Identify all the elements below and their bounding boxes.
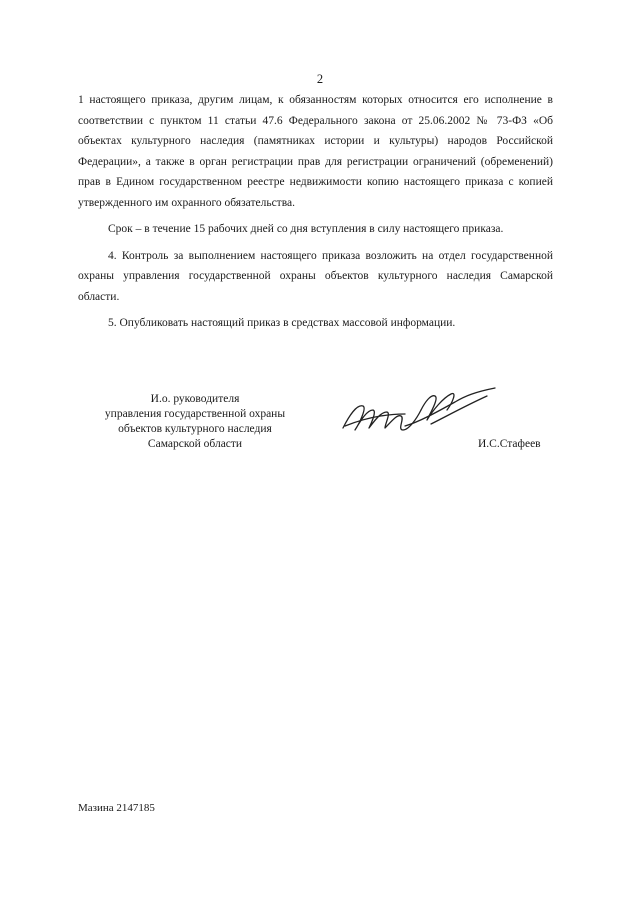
- executor-note: Мазина 2147185: [78, 802, 155, 814]
- paragraph-continuation: 1 настоящего приказа, другим лицам, к обязанностям которых относится его исполнение в соответствии с пунктом 11 статьи 47.6 Федерального закона от 25.06.2002 № 73-ФЗ «Об объектах культурного наследия (памятниках истории и культуры) народов Российской Федерации», а также в орган регистрации прав для регистрации ограничений (обременений) прав в Едином государственном реестре недвижимости копию настоящего приказа с копией утвержденного им охранного обязательства.: [78, 94, 553, 209]
- page-number: 2: [316, 72, 324, 86]
- signer-title-line: Самарской области: [147, 438, 243, 450]
- paragraph-item-5: 5. Опубликовать настоящий приказ в средствах массовой информации.: [108, 317, 456, 329]
- signer-title-line: И.о. руководителя: [150, 393, 240, 405]
- document-body: [78, 90, 553, 334]
- paragraph-deadline: Срок – в течение 15 рабочих дней со дня вступления в силу настоящего приказа.: [108, 223, 504, 235]
- paragraph-item-4: 4. Контроль за выполнением настоящего приказа возложить на отдел государственной охраны управления государственной охраны объектов культурного наследия Самарской области.: [78, 249, 553, 303]
- signer-name: И.С.Стафеев: [478, 438, 541, 450]
- signer-title-line: управления государственной охраны: [104, 408, 286, 420]
- signer-title: [70, 392, 320, 452]
- signer-title-line: объектов культурного наследия: [118, 423, 272, 435]
